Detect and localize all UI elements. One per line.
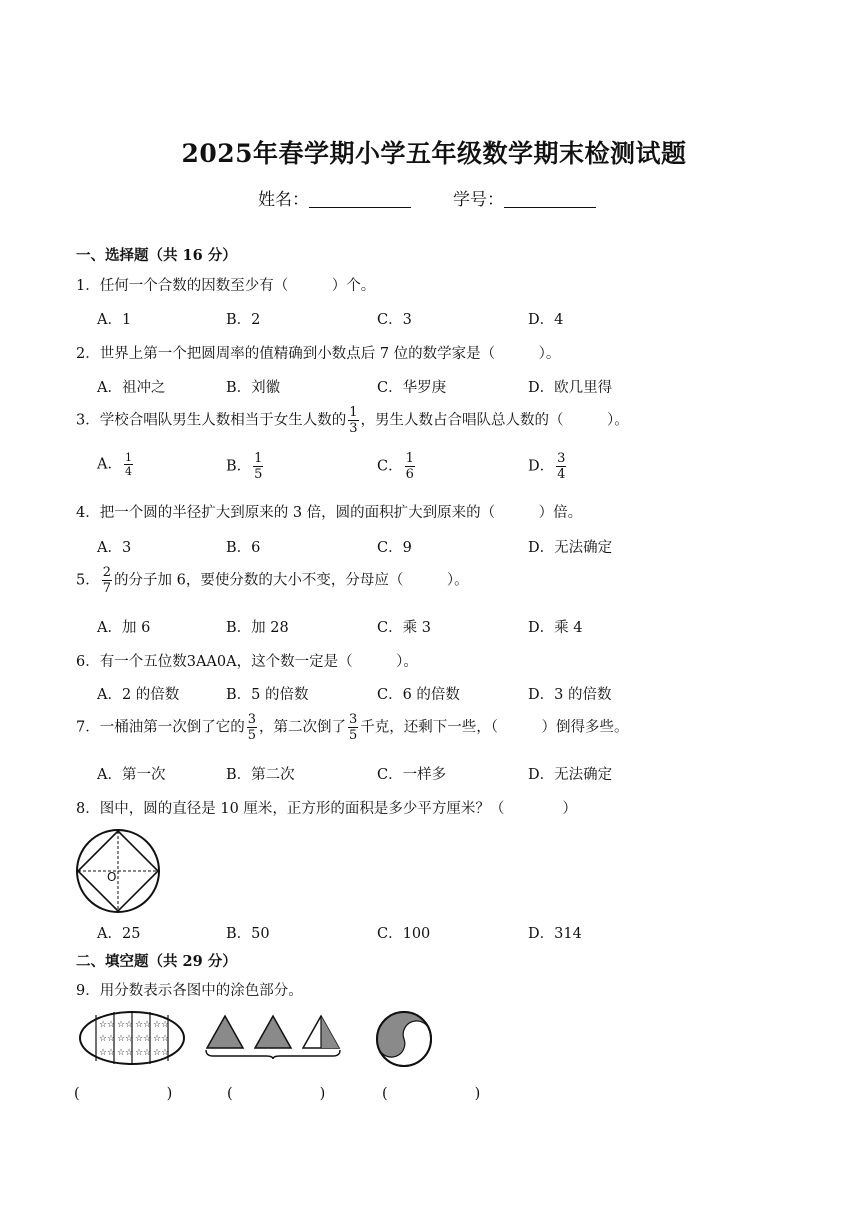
q7-option-c[interactable]: C．一样多 bbox=[377, 767, 447, 783]
star-icon: ☆ bbox=[99, 1034, 108, 1044]
fraction: $\frac{3}{5}$ bbox=[349, 712, 358, 743]
q7-option-a[interactable]: A．第一次 bbox=[97, 767, 166, 783]
star-icon: ☆ bbox=[161, 1048, 170, 1058]
star-icon: ☆ bbox=[135, 1034, 144, 1044]
question-8 bbox=[76, 797, 577, 818]
q2-option-d[interactable]: D．欧几里得 bbox=[528, 380, 613, 396]
star-icon: ☆ bbox=[117, 1034, 126, 1044]
q3-option-d[interactable]: D． $\frac{3}{4}$ bbox=[528, 451, 566, 482]
question-number: 4． bbox=[76, 505, 100, 521]
star-icon: ☆ bbox=[107, 1048, 116, 1058]
q4-option-c[interactable]: C．9 bbox=[377, 540, 412, 556]
star-icon: ☆ bbox=[161, 1020, 170, 1030]
question-number: 5． bbox=[76, 572, 100, 589]
question-1 bbox=[76, 274, 375, 295]
fraction: $\frac{2}{7}$ bbox=[102, 565, 112, 596]
shaded-triangle bbox=[207, 1016, 243, 1048]
q3-option-b[interactable]: B． $\frac{1}{5}$ bbox=[226, 451, 263, 482]
q6-option-c[interactable]: C．6 的倍数 bbox=[377, 687, 460, 703]
name-blank[interactable] bbox=[309, 189, 411, 208]
q8-option-d[interactable]: D．314 bbox=[528, 926, 582, 942]
star-icon: ☆ bbox=[135, 1020, 144, 1030]
q2-option-b[interactable]: B．刘徽 bbox=[226, 380, 281, 396]
question-text: 用分数表示各图中的涂色部分。 bbox=[99, 983, 303, 999]
question-number: 8． bbox=[76, 801, 100, 817]
fraction: $\frac{1}{5}$ bbox=[254, 451, 263, 482]
star-icon: ☆ bbox=[99, 1048, 108, 1058]
q1-option-a[interactable]: A．1 bbox=[97, 312, 132, 328]
q6-option-d[interactable]: D．3 的倍数 bbox=[528, 687, 612, 703]
star-icon: ☆ bbox=[125, 1048, 134, 1058]
question-text-tail: ，男生人数占合唱队总人数的（ ）。 bbox=[360, 412, 629, 429]
q1-option-c[interactable]: C．3 bbox=[377, 312, 412, 328]
swirl-circle-figure bbox=[374, 1010, 434, 1068]
fraction: $\frac{1}{3}$ bbox=[349, 405, 358, 436]
question-3 bbox=[76, 406, 629, 435]
q4-option-d[interactable]: D．无法确定 bbox=[528, 540, 613, 556]
question-text: 图中，圆的直径是 10 厘米，正方形的面积是多少平方厘米？（ ） bbox=[99, 801, 577, 817]
fraction: $\frac{1}{4}$ bbox=[124, 451, 132, 478]
star-icon: ☆ bbox=[117, 1048, 126, 1058]
q3-option-a[interactable]: A． $\frac{1}{4}$ bbox=[97, 451, 132, 478]
star-icon: ☆ bbox=[153, 1020, 162, 1030]
star-icon: ☆ bbox=[153, 1048, 162, 1058]
section-heading-choice: 一、选择题（共 16 分） bbox=[76, 247, 237, 264]
question-number: 9． bbox=[76, 983, 100, 999]
question-text: 任何一个合数的因数至少有（ ）个。 bbox=[99, 278, 376, 294]
q5-option-d[interactable]: D．乘 4 bbox=[528, 620, 583, 636]
question-5 bbox=[76, 566, 469, 595]
star-icon: ☆ bbox=[117, 1020, 126, 1030]
q6-option-a[interactable]: A．2 的倍数 bbox=[97, 687, 180, 703]
oval-star-figure bbox=[78, 1010, 186, 1066]
q8-option-c[interactable]: C．100 bbox=[377, 926, 431, 942]
star-icon: ☆ bbox=[153, 1034, 162, 1044]
q4-option-a[interactable]: A．3 bbox=[97, 540, 132, 556]
q5-option-c[interactable]: C．乘 3 bbox=[377, 620, 431, 636]
answer-blank-2[interactable]: ( ) bbox=[227, 1086, 326, 1102]
question-number: 2． bbox=[76, 346, 100, 362]
id-field[interactable] bbox=[453, 185, 596, 210]
star-icon: ☆ bbox=[107, 1020, 116, 1030]
question-4 bbox=[76, 501, 582, 522]
question-7 bbox=[76, 713, 629, 742]
q5-option-a[interactable]: A．加 6 bbox=[97, 620, 151, 636]
q1-option-b[interactable]: B．2 bbox=[226, 312, 261, 328]
question-number: 1． bbox=[76, 278, 100, 294]
question-text: 一桶油第一次倒了它的 bbox=[99, 719, 245, 736]
q8-option-b[interactable]: B．50 bbox=[226, 926, 270, 942]
star-icon: ☆ bbox=[143, 1034, 152, 1044]
star-icon: ☆ bbox=[125, 1034, 134, 1044]
fraction: $\frac{3}{4}$ bbox=[557, 451, 566, 482]
question-number: 6． bbox=[76, 654, 100, 670]
question-number: 3． bbox=[76, 412, 100, 429]
grouping-brace bbox=[206, 1050, 340, 1059]
q7-option-b[interactable]: B．第二次 bbox=[226, 767, 295, 783]
q2-option-c[interactable]: C．华罗庚 bbox=[377, 380, 447, 396]
question-9 bbox=[76, 979, 303, 1000]
q4-option-b[interactable]: B．6 bbox=[226, 540, 261, 556]
star-icon: ☆ bbox=[143, 1020, 152, 1030]
q6-option-b[interactable]: B．5 的倍数 bbox=[226, 687, 309, 703]
question-text-mid: ，第二次倒了 bbox=[259, 719, 347, 736]
name-label: 姓名： bbox=[258, 190, 309, 210]
question-text: 有一个五位数3AA0A，这个数一定是（ ）。 bbox=[99, 654, 418, 670]
star-icon: ☆ bbox=[107, 1034, 116, 1044]
question-text: 学校合唱队男生人数相当于女生人数的 bbox=[99, 412, 347, 429]
page-title: 2025年春学期小学五年级数学期末检测试题 bbox=[181, 139, 687, 168]
triangles-figure bbox=[203, 1012, 343, 1060]
question-text: 世界上第一个把圆周率的值精确到小数点后 7 位的数学家是（ ）。 bbox=[99, 346, 561, 362]
q2-option-a[interactable]: A．祖冲之 bbox=[97, 380, 166, 396]
star-icon: ☆ bbox=[99, 1020, 108, 1030]
name-field[interactable] bbox=[258, 185, 411, 210]
star-icon: ☆ bbox=[143, 1048, 152, 1058]
question-number: 7． bbox=[76, 719, 100, 736]
id-blank[interactable] bbox=[504, 189, 596, 208]
question-text: 的分子加 6，要使分数的大小不变，分母应（ ）。 bbox=[114, 572, 469, 589]
star-icon: ☆ bbox=[135, 1048, 144, 1058]
id-label: 学号： bbox=[453, 190, 504, 210]
q1-option-d[interactable]: D．4 bbox=[528, 312, 564, 328]
question-text: 把一个圆的半径扩大到原来的 3 倍，圆的面积扩大到原来的（ ）倍。 bbox=[99, 505, 583, 521]
q3-option-c[interactable]: C． $\frac{1}{6}$ bbox=[377, 451, 414, 482]
question-6 bbox=[76, 650, 418, 671]
star-icon: ☆ bbox=[125, 1020, 134, 1030]
question-2 bbox=[76, 342, 560, 363]
fraction: $\frac{3}{5}$ bbox=[247, 712, 257, 743]
answer-blank-3[interactable]: ( ) bbox=[382, 1086, 481, 1102]
shaded-triangle bbox=[255, 1016, 291, 1048]
q8-option-a[interactable]: A．25 bbox=[97, 926, 141, 942]
answer-blank-1[interactable]: ( ) bbox=[74, 1086, 173, 1102]
star-icon: ☆ bbox=[161, 1034, 170, 1044]
fraction: $\frac{1}{6}$ bbox=[405, 451, 414, 482]
center-label: O bbox=[107, 870, 117, 884]
q5-option-b[interactable]: B．加 28 bbox=[226, 620, 289, 636]
circle-square-figure bbox=[74, 827, 164, 915]
q7-option-d[interactable]: D．无法确定 bbox=[528, 767, 613, 783]
question-text-tail: 千克，还剩下一些，（ ）倒得多些。 bbox=[360, 719, 629, 736]
section-heading-fill: 二、填空题（共 29 分） bbox=[76, 953, 237, 970]
